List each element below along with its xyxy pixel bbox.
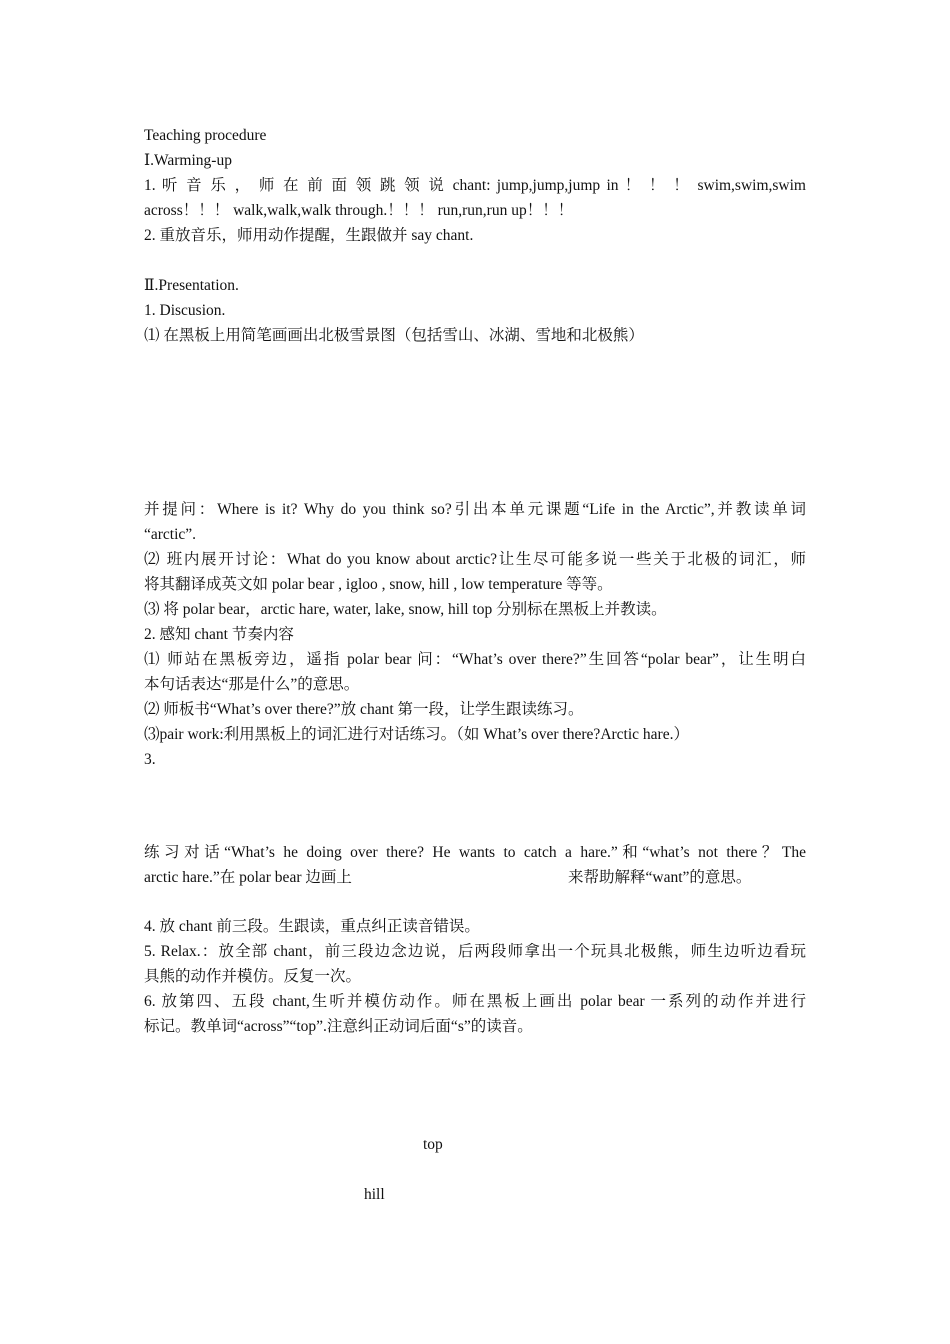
presentation-step-5-line-2: 具熊的动作并模仿。反复一次。 — [144, 968, 362, 985]
presentation-step-6-line-1: 6. 放第四、五段 chant,生听并模仿动作。师在黑板上画出 polar bear 一系列的动作并进行 — [144, 993, 806, 1010]
presentation-step-3-line-1: 练习对话“What’s he doing over there? He wants to catch a hare.”和“what’s not there？The — [144, 844, 806, 861]
presentation-step-5-line-1: 5. Relax.：放全部 chant，前三段边念边说，后两段师拿出一个玩具北极熊，师生边听边看玩 — [144, 943, 806, 960]
presentation-step-1-item-2-line-1: ⑵ 班内展开讨论：What do you know about arctic?让生尽可能多说一些关于北极的词汇，师 — [144, 551, 806, 568]
presentation-step-3-line-2-left: arctic hare.”在 polar bear 边画上 — [144, 869, 352, 886]
presentation-step-4: 4. 放 chant 前三段。生跟读，重点纠正读音错误。 — [144, 918, 480, 935]
warmup-step-2: 2. 重放音乐，师用动作提醒，生跟做并 say chant. — [144, 227, 474, 244]
presentation-step-2-title: 2. 感知 chant 节奏内容 — [144, 626, 294, 643]
warmup-step-1-line-1: 1. 听 音 乐 ， 师 在 前 面 领 跳 领 说 chant: jump,jump,jump in ！ ！ ！ swim,swim,swim — [144, 177, 806, 194]
section-presentation-heading: Ⅱ.Presentation. — [144, 277, 239, 294]
section-warming-up-heading: Ⅰ.Warming-up — [144, 152, 232, 169]
presentation-ask-line-1: 并提问：Where is it? Why do you think so?引出本单元课题“Life in the Arctic”,并教读单词 — [144, 501, 806, 518]
presentation-step-2-item-1-line-2: 本句话表达“那是什么”的意思。 — [144, 676, 360, 693]
presentation-step-1-title: 1. Discusion. — [144, 302, 226, 319]
presentation-step-1-item-1: ⑴ 在黑板上用简笔画画出北极雪景图（包括雪山、冰湖、雪地和北极熊） — [144, 327, 644, 344]
presentation-step-3-title: 3. — [144, 751, 156, 768]
presentation-step-3-line-2-right: 来帮助解释“want”的意思。 — [568, 869, 752, 886]
presentation-step-1-item-3: ⑶ 将 polar bear，arctic hare, water, lake, snow, hill top 分别标在黑板上并教读。 — [144, 601, 667, 618]
presentation-ask-line-2: “arctic”. — [144, 526, 197, 543]
warmup-step-1-line-2: across！！！ walk,walk,walk through.！！！ run,run,run up！！！ — [144, 202, 574, 219]
presentation-step-2-item-3: ⑶pair work:利用黑板上的词汇进行对话练习。（如 What’s over there?Arctic hare.） — [144, 726, 689, 743]
presentation-step-2-item-1-line-1: ⑴ 师站在黑板旁边，遥指 polar bear 问：“What’s over there?”生回答“polar bear”，让生明白 — [144, 651, 806, 668]
label-top: top — [423, 1136, 443, 1153]
doc-title: Teaching procedure — [144, 127, 267, 144]
presentation-step-6-line-2: 标记。教单词“across”“top”.注意纠正动词后面“s”的读音。 — [144, 1018, 533, 1035]
presentation-step-2-item-2: ⑵ 师板书“What’s over there?”放 chant 第一段，让学生跟读练习。 — [144, 701, 584, 718]
label-hill: hill — [364, 1186, 385, 1203]
presentation-step-1-item-2-line-2: 将其翻译成英文如 polar bear , igloo , snow, hill , low temperature 等等。 — [144, 576, 613, 593]
